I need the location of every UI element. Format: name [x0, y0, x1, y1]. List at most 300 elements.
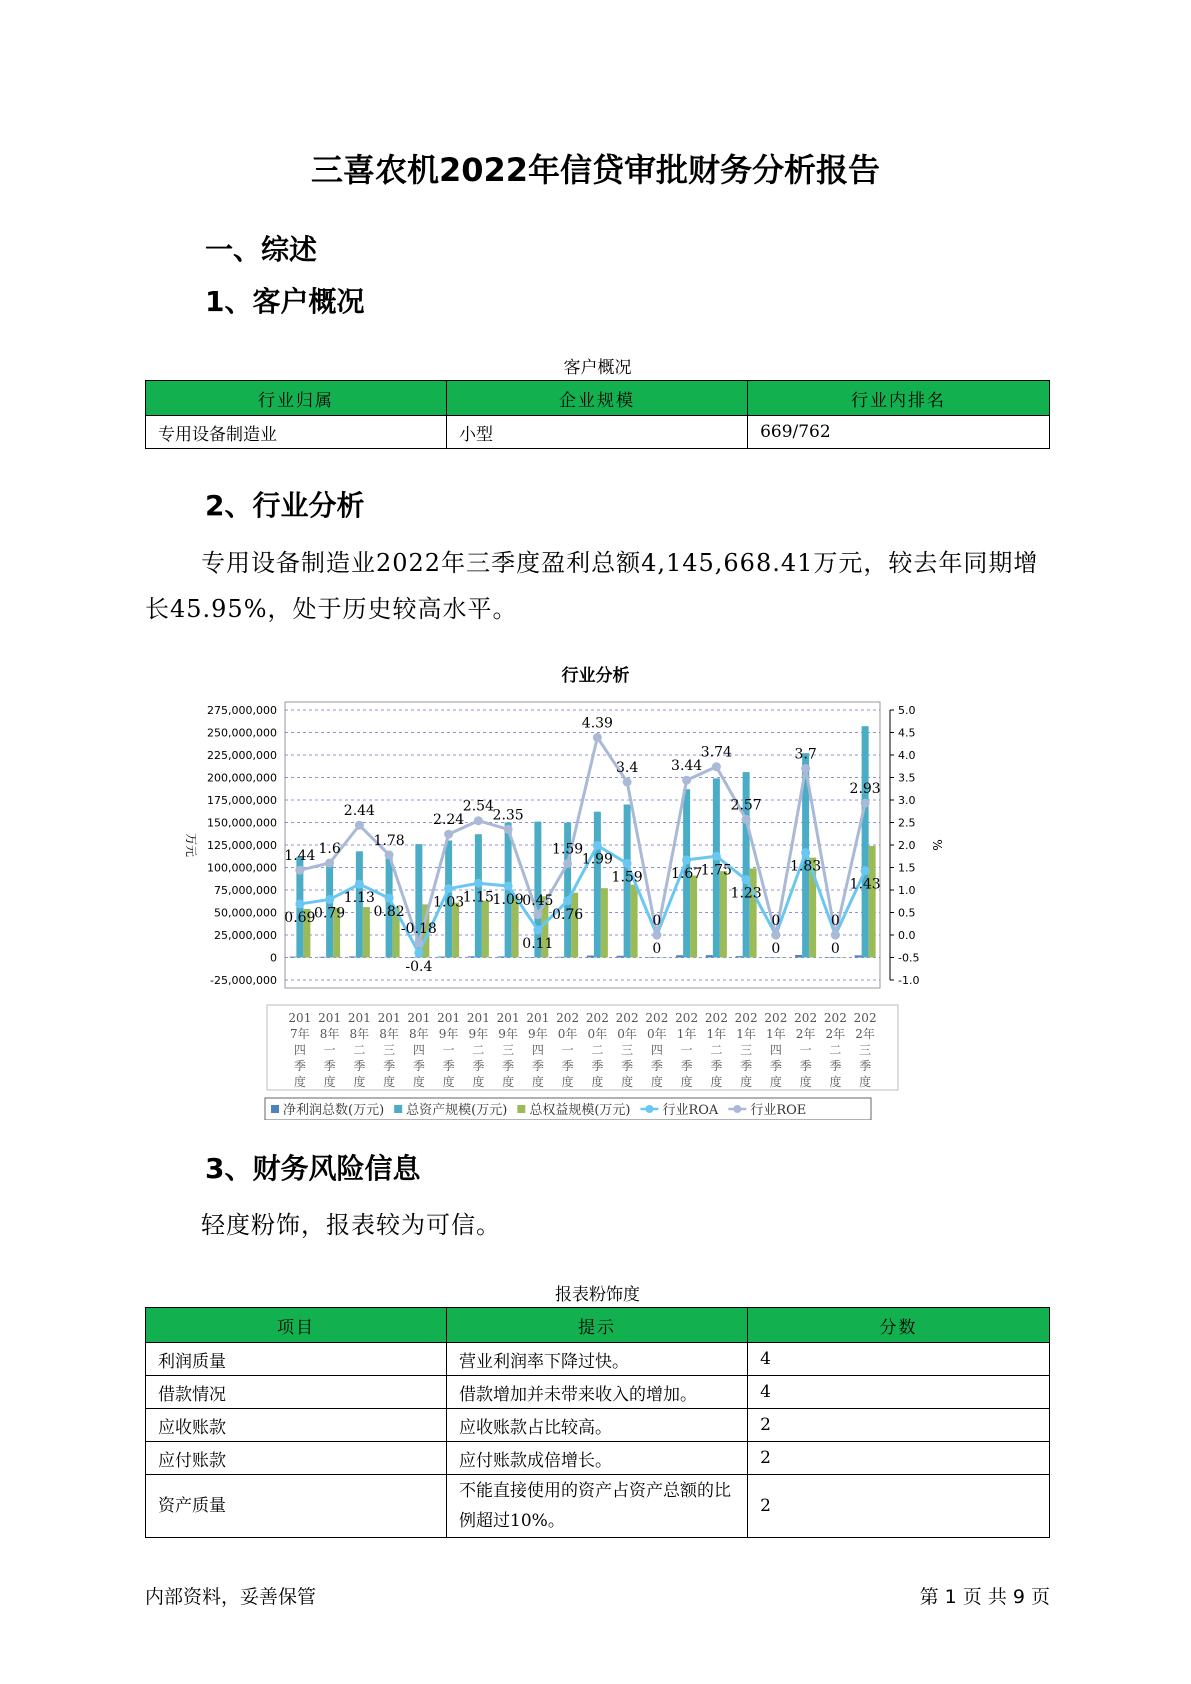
x-tick-label: 201	[377, 1011, 401, 1025]
data-point	[533, 926, 542, 935]
bar	[690, 876, 697, 958]
x-tick-label: 四	[650, 1043, 663, 1057]
x-tick-label: 季	[353, 1059, 366, 1073]
bar	[571, 893, 578, 958]
y2-tick-label: -1.0	[898, 974, 920, 987]
y2-tick-label: 0.0	[898, 929, 916, 942]
data-label: 2.24	[433, 812, 465, 829]
table-header-cell: 提示	[447, 1308, 748, 1343]
y2-tick-label: 4.0	[898, 749, 916, 762]
bar	[617, 956, 624, 958]
x-tick-label: 202	[764, 1011, 788, 1025]
x-tick-label: 度	[859, 1075, 872, 1089]
x-tick-label: 季	[502, 1059, 515, 1073]
data-label: 0.79	[314, 905, 346, 922]
data-label: 1.75	[700, 862, 732, 879]
x-tick-label: 二	[472, 1043, 485, 1057]
y2-tick-label: -0.5	[898, 951, 920, 965]
x-tick-label: 9年	[438, 1027, 459, 1041]
x-tick-label: 9年	[498, 1027, 518, 1041]
x-tick-label: 202	[734, 1011, 758, 1025]
data-label: 1.99	[581, 851, 613, 868]
data-label: 1.44	[284, 848, 316, 865]
x-tick-label: 201	[288, 1011, 312, 1025]
data-label: -0.4	[405, 959, 433, 975]
data-label: 2.57	[730, 797, 762, 814]
bar	[452, 903, 459, 958]
x-tick-label: 8年	[379, 1027, 399, 1041]
data-point	[355, 880, 364, 889]
x-tick-label: 202	[853, 1011, 877, 1025]
x-tick-label: 二	[591, 1043, 604, 1057]
x-tick-label: 季	[799, 1059, 812, 1073]
x-tick-label: 四	[412, 1043, 425, 1057]
bar	[438, 957, 445, 958]
data-label: 0.82	[373, 904, 405, 921]
data-point	[504, 825, 513, 834]
section-heading-customer: 1、客户概况	[205, 285, 365, 318]
bar	[482, 901, 489, 958]
risk-table	[145, 1307, 1050, 1538]
data-label: 3.7	[794, 746, 817, 763]
data-point	[861, 799, 870, 808]
x-tick-label: 度	[829, 1075, 842, 1089]
section-heading-overview: 一、综述	[205, 233, 318, 266]
data-label: 2.35	[492, 807, 524, 824]
x-tick-label: 四	[769, 1043, 782, 1057]
x-tick-label: 202	[556, 1011, 580, 1025]
y2-tick-label: 2.0	[898, 839, 916, 852]
data-label: 2.93	[849, 781, 881, 798]
legend-label: 行业ROE	[750, 1103, 807, 1118]
x-tick-label: 201	[526, 1011, 550, 1025]
x-tick-label: 季	[442, 1059, 455, 1073]
x-tick-label: 一	[561, 1043, 574, 1057]
x-tick-label: 2年	[795, 1027, 816, 1041]
table-cell: 2	[748, 1442, 1050, 1475]
x-tick-label: 季	[472, 1059, 485, 1073]
bar	[750, 868, 757, 957]
x-tick-label: 三	[859, 1043, 872, 1057]
x-tick-label: 度	[799, 1075, 812, 1089]
x-tick-label: 202	[645, 1011, 669, 1025]
data-label: 2.44	[343, 803, 375, 820]
data-label: 2.54	[462, 798, 494, 815]
data-point	[742, 875, 751, 884]
data-point	[414, 939, 423, 948]
bar	[527, 957, 534, 958]
data-point	[325, 859, 334, 868]
table-cell: 资产质量	[146, 1475, 447, 1538]
y-tick-label: 200,000,000	[207, 771, 277, 785]
x-tick-label: 度	[353, 1075, 366, 1089]
y-tick-label: 100,000,000	[207, 861, 277, 875]
bar	[855, 955, 862, 957]
x-tick-label: 季	[383, 1059, 396, 1073]
data-label: 0	[652, 913, 662, 929]
data-label: 1.6	[318, 841, 341, 857]
x-tick-label: 度	[531, 1075, 544, 1089]
data-label: 3.74	[700, 744, 732, 761]
x-tick-label: 度	[561, 1075, 574, 1089]
x-tick-label: 三	[621, 1043, 634, 1057]
data-point	[414, 949, 423, 958]
data-label: 3.44	[671, 758, 703, 775]
x-tick-label: 1年	[766, 1027, 786, 1041]
x-tick-label: 2年	[825, 1027, 846, 1041]
legend-label: 总权益规模(万元)	[529, 1103, 631, 1118]
data-label: -0.18	[400, 921, 437, 938]
data-label: 1.67	[671, 865, 703, 882]
table-cell: 4	[748, 1343, 1050, 1376]
x-tick-label: 季	[650, 1059, 663, 1073]
x-tick-label: 季	[323, 1059, 336, 1073]
data-point	[801, 764, 810, 773]
data-point	[593, 841, 602, 850]
data-point	[474, 816, 483, 825]
data-point	[385, 850, 394, 859]
x-tick-label: 度	[769, 1075, 782, 1089]
table-row	[146, 1376, 1050, 1409]
data-point	[623, 859, 632, 868]
data-point	[831, 931, 840, 940]
legend-swatch	[394, 1105, 402, 1113]
table-cell: 应收账款	[146, 1409, 447, 1442]
x-tick-label: 度	[740, 1075, 753, 1089]
table-cell: 专用设备制造业	[146, 416, 447, 449]
x-tick-label: 度	[383, 1075, 396, 1089]
page-title: 三喜农机2022年信贷审批财务分析报告	[310, 151, 881, 189]
x-tick-label: 8年	[319, 1027, 340, 1041]
data-label: 1.13	[343, 890, 375, 907]
table-row	[146, 1475, 1050, 1538]
x-tick-label: 度	[323, 1075, 336, 1089]
y-tick-label: 250,000,000	[207, 726, 277, 740]
x-tick-label: 二	[829, 1043, 842, 1057]
y-tick-label: 175,000,000	[207, 794, 277, 807]
bar	[772, 958, 779, 959]
y-tick-label: 150,000,000	[207, 816, 277, 830]
data-point	[742, 815, 751, 824]
table-cell: 小型	[447, 416, 748, 449]
legend-label: 行业ROA	[662, 1103, 719, 1118]
bar	[631, 885, 638, 958]
x-tick-label: 度	[293, 1075, 306, 1089]
data-point	[682, 855, 691, 864]
data-point	[712, 762, 721, 771]
x-tick-label: 1年	[736, 1027, 756, 1041]
x-tick-label: 季	[621, 1059, 634, 1073]
x-tick-label: 二	[710, 1043, 723, 1057]
legend-marker	[733, 1105, 741, 1113]
legend-swatch	[271, 1105, 279, 1113]
x-tick-label: 202	[704, 1011, 728, 1025]
x-tick-label: 一	[799, 1043, 812, 1057]
bar	[646, 958, 653, 959]
data-point	[295, 866, 304, 875]
table-header-row	[146, 381, 1050, 416]
x-tick-label: 0年	[557, 1027, 578, 1041]
data-point	[325, 895, 334, 904]
y2-tick-label: 3.0	[898, 794, 916, 807]
data-point	[771, 931, 780, 940]
bar	[779, 958, 786, 959]
data-label: 0	[830, 941, 840, 957]
x-tick-label: 季	[740, 1059, 753, 1073]
bar	[706, 955, 713, 957]
data-point	[385, 894, 394, 903]
data-label: 0	[830, 913, 840, 929]
data-point	[801, 848, 810, 857]
bar	[660, 958, 667, 959]
x-tick-label: 季	[412, 1059, 425, 1073]
overview-table-caption: 客户概况	[563, 358, 632, 378]
y2-tick-label: 1.5	[898, 861, 916, 875]
data-label: 1.03	[433, 894, 465, 911]
data-point	[563, 896, 572, 905]
table-row	[146, 1409, 1050, 1442]
industry-chart	[175, 690, 955, 1120]
bar	[795, 955, 802, 958]
data-label: 0	[771, 913, 781, 929]
data-point	[295, 899, 304, 908]
bar	[839, 958, 846, 959]
table-cell: 营业利润率下降过快。	[447, 1343, 748, 1376]
data-label: 0	[652, 941, 662, 957]
x-tick-label: 季	[293, 1059, 306, 1073]
x-tick-label: 季	[531, 1059, 544, 1073]
x-tick-label: 季	[591, 1059, 604, 1073]
data-point	[652, 931, 661, 940]
bar	[498, 956, 505, 957]
data-label: 4.39	[581, 715, 613, 732]
x-tick-label: 7年	[290, 1027, 310, 1041]
table-cell: 应收账款占比较高。	[447, 1409, 748, 1442]
data-label: 1.59	[611, 869, 643, 886]
table-cell: 669/762	[748, 416, 1050, 449]
data-point	[533, 910, 542, 919]
x-tick-label: 2年	[855, 1027, 875, 1041]
x-tick-label: 一	[680, 1043, 693, 1057]
table-row	[146, 1442, 1050, 1475]
data-label: 0.45	[522, 892, 554, 909]
x-tick-label: 202	[675, 1011, 699, 1025]
x-tick-label: 201	[466, 1011, 490, 1025]
bar	[349, 956, 356, 957]
x-tick-label: 202	[823, 1011, 847, 1025]
x-tick-label: 季	[561, 1059, 574, 1073]
x-tick-label: 度	[502, 1075, 515, 1089]
data-label: 0.11	[522, 936, 554, 953]
data-label: 1.23	[730, 885, 762, 902]
legend-swatch	[517, 1105, 525, 1113]
x-tick-label: 201	[496, 1011, 520, 1025]
table-header-cell: 分数	[748, 1308, 1050, 1343]
table-cell: 不能直接使用的资产占资产总额的比例超过10%。	[447, 1475, 748, 1538]
chart-title: 行业分析	[561, 666, 630, 686]
data-point	[355, 821, 364, 830]
legend-marker	[645, 1105, 653, 1113]
footer-page-number: 第 1 页 共 9 页	[919, 1586, 1050, 1608]
x-tick-label: 三	[383, 1043, 396, 1057]
data-point	[444, 830, 453, 839]
y-tick-label: 50,000,000	[214, 906, 277, 920]
y-tick-label: 75,000,000	[214, 884, 277, 897]
data-point	[563, 859, 572, 868]
data-label: 1.09	[492, 891, 524, 908]
y-tick-label: 125,000,000	[207, 839, 277, 852]
table-row	[146, 1343, 1050, 1376]
data-label: 1.15	[462, 889, 494, 906]
x-tick-label: 9年	[468, 1027, 489, 1041]
data-point	[623, 778, 632, 787]
x-tick-label: 度	[680, 1075, 693, 1089]
table-cell: 利润质量	[146, 1343, 447, 1376]
x-tick-label: 0年	[647, 1027, 667, 1041]
data-label: 0.69	[284, 909, 316, 926]
data-label: 1.43	[849, 876, 881, 893]
data-point	[504, 881, 513, 890]
y-tick-label: 25,000,000	[214, 929, 277, 942]
x-tick-label: 度	[650, 1075, 663, 1089]
x-tick-label: 度	[710, 1075, 723, 1089]
x-tick-label: 四	[293, 1043, 306, 1057]
bar	[557, 957, 564, 958]
y2-tick-label: 1.0	[898, 884, 916, 897]
x-tick-label: 度	[472, 1075, 485, 1089]
x-tick-label: 季	[859, 1059, 872, 1073]
y-axis-title: 万元	[184, 832, 198, 858]
overview-table	[145, 380, 1050, 449]
bar	[869, 846, 876, 958]
x-tick-label: 三	[740, 1043, 753, 1057]
data-point	[593, 733, 602, 742]
bar	[862, 726, 869, 957]
x-tick-label: 8年	[409, 1027, 429, 1041]
data-label: 0.76	[552, 906, 584, 923]
table-cell: 借款情况	[146, 1376, 447, 1409]
table-header-cell: 行业归属	[146, 381, 447, 416]
data-label: 3.4	[615, 760, 639, 776]
table-cell: 借款增加并未带来收入的增加。	[447, 1376, 748, 1409]
y2-tick-label: 0.5	[898, 906, 916, 920]
bar	[601, 888, 608, 957]
table-header-row	[146, 1308, 1050, 1343]
y2-axis-title: %	[930, 839, 944, 851]
x-tick-label: 202	[794, 1011, 818, 1025]
table-cell: 4	[748, 1376, 1050, 1409]
bar	[319, 957, 326, 958]
x-tick-label: 0年	[587, 1027, 608, 1041]
table-cell: 应付账款	[146, 1442, 447, 1475]
bar	[587, 956, 594, 958]
table-header-cell: 行业内排名	[748, 381, 1050, 416]
bar	[379, 957, 386, 958]
x-tick-label: 三	[502, 1043, 515, 1057]
data-point	[861, 866, 870, 875]
x-tick-label: 季	[680, 1059, 693, 1073]
data-label: 1.78	[373, 832, 405, 849]
x-tick-label: 201	[318, 1011, 342, 1025]
x-tick-label: 1年	[706, 1027, 727, 1041]
bar	[363, 907, 370, 957]
industry-paragraph: 专用设备制造业2022年三季度盈利总额4,145,668.41万元，较去年同期增长45.95%，处于历史较高水平。	[145, 549, 1039, 623]
x-tick-label: 8年	[349, 1027, 370, 1041]
x-tick-label: 201	[407, 1011, 431, 1025]
x-tick-label: 201	[347, 1011, 371, 1025]
data-label: 1.83	[790, 858, 822, 875]
x-tick-label: 季	[769, 1059, 782, 1073]
x-tick-label: 度	[442, 1075, 455, 1089]
table-cell: 2	[748, 1409, 1050, 1442]
legend-label: 净利润总数(万元)	[283, 1103, 385, 1118]
y2-tick-label: 4.5	[898, 726, 916, 740]
table-cell: 应付账款成倍增长。	[447, 1442, 748, 1475]
section-heading-industry: 2、行业分析	[205, 489, 365, 522]
x-tick-label: 季	[829, 1059, 842, 1073]
bar	[468, 956, 475, 957]
table-header-cell: 项目	[146, 1308, 447, 1343]
bar	[825, 958, 832, 959]
bar	[720, 871, 727, 957]
data-point	[444, 884, 453, 893]
bar	[408, 958, 415, 959]
data-label: 1.59	[552, 841, 584, 858]
x-tick-label: 1年	[676, 1027, 697, 1041]
footer-left: 内部资料，妥善保管	[145, 1586, 317, 1608]
data-label: 0	[771, 941, 781, 957]
x-tick-label: 一	[323, 1043, 336, 1057]
data-point	[682, 776, 691, 785]
y2-tick-label: 2.5	[898, 816, 916, 830]
y-tick-label: 225,000,000	[207, 749, 277, 762]
data-point	[474, 879, 483, 888]
bar	[653, 958, 660, 959]
bar	[765, 958, 772, 959]
legend-label: 总资产规模(万元)	[406, 1103, 508, 1118]
bar	[832, 958, 839, 959]
bar	[289, 957, 296, 958]
y-tick-label: 275,000,000	[207, 704, 277, 717]
x-tick-label: 202	[615, 1011, 639, 1025]
y2-tick-label: 3.5	[898, 771, 916, 785]
x-tick-label: 201	[437, 1011, 461, 1025]
x-tick-label: 二	[353, 1043, 366, 1057]
y-tick-label: -25,000,000	[210, 974, 277, 987]
table-header-cell: 企业规模	[447, 381, 748, 416]
data-point	[712, 852, 721, 861]
x-tick-label: 9年	[528, 1027, 548, 1041]
x-tick-label: 0年	[617, 1027, 637, 1041]
x-tick-label: 度	[412, 1075, 425, 1089]
table-row	[146, 416, 1050, 449]
x-tick-label: 四	[531, 1043, 544, 1057]
risk-paragraph: 轻度粉饰，报表较为可信。	[201, 1211, 501, 1239]
section-heading-risk: 3、财务风险信息	[205, 1152, 421, 1185]
bar	[594, 812, 601, 958]
risk-table-caption: 报表粉饰度	[555, 1285, 640, 1305]
x-tick-label: 202	[585, 1011, 609, 1025]
x-tick-label: 度	[591, 1075, 604, 1089]
bar	[676, 955, 683, 957]
y-tick-label: 0	[270, 951, 277, 965]
x-tick-label: 一	[442, 1043, 455, 1057]
table-cell: 2	[748, 1475, 1050, 1538]
x-tick-label: 度	[621, 1075, 634, 1089]
bar	[736, 956, 743, 957]
y2-tick-label: 5.0	[898, 704, 916, 717]
x-tick-label: 季	[710, 1059, 723, 1073]
